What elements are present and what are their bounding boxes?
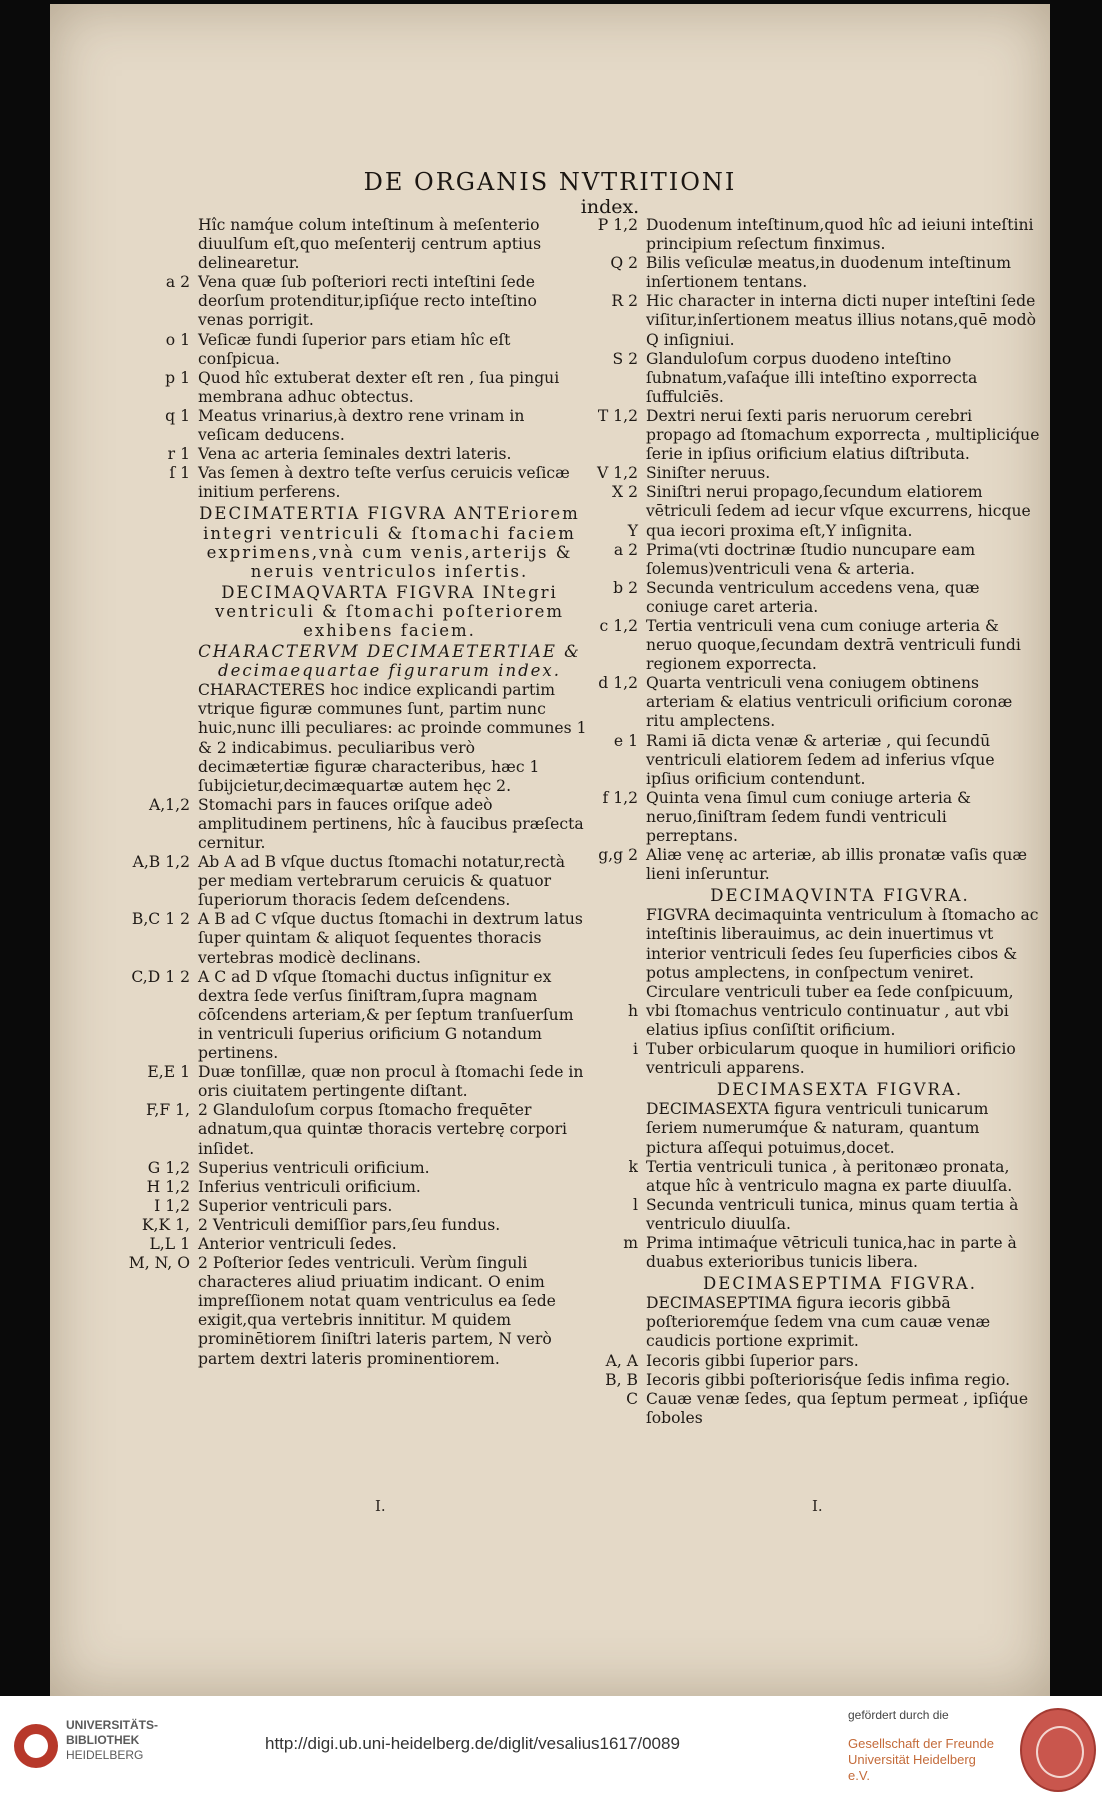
page-title: DE ORGANIS NVTRITIONI <box>363 168 737 196</box>
library-name-line1: UNIVERSITÄTS- <box>66 1718 159 1732</box>
sponsor-name-line1: Gesellschaft der Freunde <box>848 1736 994 1751</box>
section-heading: DECIMASEXTA FIGVRA. <box>716 1080 964 1100</box>
index-entry <box>165 368 587 407</box>
entry-text: Siniſtri nerui propago,ſecundum elatiorem vētriculi ſedem ad iecur vſque excurrens, hicque <box>646 483 1031 521</box>
entry-text: Superior ventriculi pars. <box>198 1196 393 1215</box>
entry-label: p 1 <box>165 368 190 387</box>
entry-label: H 1,2 <box>146 1177 190 1196</box>
entry-text: Quod hîc extuberat dexter eſt ren , ſua pingui membrana adhuc obtectus. <box>198 368 560 406</box>
index-entry <box>623 1233 1040 1272</box>
entry-text: Iecoris gibbi ſuperior pars. <box>646 1351 859 1370</box>
book-page <box>50 4 1050 1696</box>
index-entry <box>605 1370 1040 1390</box>
entry-text: Prima(vti doctrinæ ſtudio nuncupare eam ſolemus)ventriculi vena & arteria. <box>646 540 976 578</box>
section-heading: CHARACTERVM DECIMAETERTIAE & decimaequartae figurarum index. <box>198 642 581 681</box>
permalink-url[interactable]: http://digi.ub.uni-heidelberg.de/diglit/vesalius1617/0089 <box>265 1734 680 1753</box>
entry-label: a 2 <box>613 540 638 559</box>
entry-label: L,L 1 <box>149 1234 190 1253</box>
entry-text: Bilis veſiculæ meatus,in duodenum inteſtinum inſertionem tentans. <box>646 254 1011 292</box>
index-entry <box>597 216 1040 254</box>
index-entry <box>613 578 1040 617</box>
entry-text: A C ad D vſque ſtomachi ductus inſignitur ex dextra ſede verſus ſiniſtram,ſupra magnam cōſcendens arteriam,& per ſeptum tranſuerſum in ventriculi ſuperius orificium G notandum pertinens. <box>198 967 574 1063</box>
entry-text: Glanduloſum corpus duodeno inteſtino ſubnatum,vaſaq́ue illi inteſtino exporrecta ſuffulciēs. <box>646 349 978 406</box>
left-column <box>128 216 587 1369</box>
entry-text: 2 Glanduloſum corpus ſtomacho frequēter adnatum,qua quintæ thoracis vertebrę corpori inſidet. <box>198 1101 568 1158</box>
entry-text: Hîc namq́ue colum inteſtinum à meſenterio diuulſum eſt,quo meſenterij centrum aptius delinearetur. <box>198 216 542 273</box>
index-entry <box>148 795 587 853</box>
entry-label: A,B 1,2 <box>132 853 190 872</box>
entry-label: k <box>628 1157 638 1176</box>
entry-label: R 2 <box>611 292 638 311</box>
entry-text: CHARACTERES hoc indice explicandi partim vtrique figuræ communes ſunt, partim nunc huic,nunc illi peculiares: ac proinde communes 1 & 2 indicabimus. peculiaribus verò decimætertiæ figuræ characteribus, hæc 1 ſubijcietur,decimæquartæ autem hęc 2. <box>198 681 587 795</box>
index-entry <box>633 1195 1040 1234</box>
entry-text: FIGVRA decimaquinta ventriculum à ſtomacho ac inteſtinis liberauimus, ac dein inuertimus vt interior ventriculi ſedes ſeu ſuperficies cibos & potus amplectens, in conſpectum veniret. <box>646 906 1039 982</box>
entry-label: b 2 <box>613 578 638 597</box>
entry-text: Quinta vena ſimul cum coniuge arteria & neruo,ſiniſtram ſedem fundi ventriculi perreptans. <box>646 788 971 845</box>
university-seal-icon <box>1020 1708 1096 1792</box>
index-entry <box>611 292 1040 349</box>
section-heading: DECIMASEPTIMA FIGVRA. <box>703 1274 977 1294</box>
section-heading: DECIMATERTIA FIGVRA ANTEriorem integri ventriculi & ſtomachi faciem exprimens,vnà cum venis,arterijs & neruis ventriculos inſertis. <box>199 504 580 581</box>
index-entry <box>192 681 587 796</box>
entry-text: 2 Poſterior ſedes ventriculi. Verùm ſinguli characteres aliud priuatim indicant. O enim impreſſionem notat quam ventriculus ea ſede exigit,qua vertebris innititur. M quidem prominētiorem ſiniſtri lateris partem, N verò partem dextri lateris prominentiorem. <box>198 1254 556 1368</box>
index-entry <box>598 846 1040 884</box>
index-entry <box>154 1196 587 1216</box>
entry-label: F,F 1, <box>145 1101 190 1120</box>
entry-text: qua iecori proxima eſt,Y inſignita. <box>646 521 913 540</box>
entry-label: A,1,2 <box>148 795 190 814</box>
entry-text: 2 Ventriculi demiſſior pars,ſeu fundus. <box>198 1215 501 1234</box>
entry-label: K,K 1, <box>141 1215 190 1234</box>
right-column <box>596 216 1040 1428</box>
index-entry <box>599 616 1040 674</box>
entry-text: Siniſter neruus. <box>646 464 771 483</box>
index-entry <box>610 254 1040 292</box>
entry-label: q 1 <box>165 406 190 425</box>
entry-text: Veſicæ fundi ſuperior pars etiam hîc eſt conſpicua. <box>198 330 511 368</box>
index-entry <box>628 1157 1040 1196</box>
library-name-line2: BIBLIOTHEK <box>66 1733 140 1747</box>
index-entry <box>165 406 587 445</box>
entry-label: B, B <box>605 1370 638 1389</box>
entry-text: Tertia ventriculi vena cum coniuge arteria & neruo quoque,ſecundam dextrā ventriculi fundi regionem exporrecta. <box>646 616 1021 674</box>
entry-label: P 1,2 <box>597 216 638 234</box>
index-entry <box>167 445 587 464</box>
index-entry <box>602 788 1040 846</box>
index-entry <box>613 731 1040 789</box>
index-entry <box>146 1177 587 1197</box>
entry-text: Circulare ventriculi tuber ea ſede conſpicuum, <box>646 982 1014 1001</box>
entry-label: f 1,2 <box>602 788 638 807</box>
entry-label: X 2 <box>612 483 638 502</box>
index-entry <box>626 1389 1040 1428</box>
entry-text: Duæ tonſillæ, quæ non procul à ſtomachi ſede in oris ciuitatem pertingente diſtant. <box>198 1063 584 1101</box>
entry-label: e 1 <box>613 731 638 750</box>
entry-text: Inferius ventriculi orificium. <box>198 1177 421 1196</box>
library-logo-icon <box>14 1724 58 1768</box>
entry-label: i <box>633 1040 638 1059</box>
entry-text: Aliæ venę ac arteriæ, ab illis pronatæ vaſis quæ lieni inſeruntur. <box>646 846 1028 884</box>
page-heading <box>50 168 1050 218</box>
entry-text: vbi ſtomachus ventriculo continuatur , aut vbi elatius ipſius conſiſtit orificium. <box>646 1001 1009 1039</box>
entry-text: Tuber orbicularum quoque in humiliori orificio ventriculi apparens. <box>646 1040 1016 1078</box>
entry-text: Meatus vrinarius,à dextro rene vrinam in veſicam deducens. <box>198 406 525 445</box>
index-entry <box>613 540 1040 579</box>
entry-label: r 1 <box>167 445 190 464</box>
entry-label: G 1,2 <box>147 1158 190 1177</box>
entry-label: Y <box>627 521 638 540</box>
entry-text: A B ad C vſque ductus ſtomachi in dextrum latus ſuper quintam & aliquot ſequentes thoracis vertebras modicè declinans. <box>198 910 583 967</box>
entry-label: I 1,2 <box>154 1196 190 1215</box>
page-subtitle: index. <box>580 196 640 218</box>
index-entry <box>132 853 587 910</box>
entry-text: Superius ventriculi orificium. <box>198 1158 430 1177</box>
entry-text: Vena quæ ſub poſteriori recti inteſtini ſede deorſum protenditur,ipſiq́ue recto inteſtino venas porrigit. <box>198 273 537 330</box>
entry-text: Duodenum inteſtinum,quod hîc ad ieiuni inteſtini principium reſectum finximus. <box>646 216 1034 254</box>
index-entry <box>612 349 1040 407</box>
index-entry <box>145 1101 587 1158</box>
entry-label: l <box>633 1195 638 1214</box>
index-entry <box>131 910 587 967</box>
sponsor-name-line2: Universität Heidelberg e.V. <box>848 1752 976 1783</box>
index-entry <box>597 406 1040 464</box>
entry-label: a 2 <box>165 273 190 292</box>
entry-text: Anterior ventriculi ſedes. <box>198 1234 397 1253</box>
index-entry <box>598 674 1040 731</box>
index-entry <box>165 330 587 369</box>
index-entry <box>147 1158 587 1178</box>
sponsor-intro: gefördert durch die <box>848 1708 949 1722</box>
index-entry <box>627 1001 1040 1040</box>
page-mark-left: I. <box>375 1497 386 1515</box>
entry-text: Vena ac arteria ſeminales dextri lateris. <box>198 445 512 464</box>
entry-label: c 1,2 <box>599 616 638 635</box>
entry-label: T 1,2 <box>597 406 638 425</box>
entry-text: Hic character in interna dicti nuper inteſtini ſede viſitur,inſertionem meatus illius notans,quē modò Q inſigniui. <box>646 292 1036 349</box>
entry-label: Q 2 <box>610 254 638 273</box>
entry-label: C <box>626 1389 638 1408</box>
index-entry <box>165 273 587 330</box>
entry-label: B,C 1 2 <box>131 910 190 929</box>
index-entry <box>633 1040 1040 1078</box>
index-entry <box>640 1100 1040 1157</box>
entry-label: S 2 <box>612 349 638 368</box>
entry-label: ſ 1 <box>169 464 190 483</box>
index-entry <box>192 216 587 273</box>
entry-label: E,E 1 <box>147 1063 190 1082</box>
index-entry <box>640 983 1040 1002</box>
sponsor-block[interactable] <box>848 1708 1000 1784</box>
entry-label: o 1 <box>165 330 190 349</box>
entry-label: M, N, O <box>128 1254 190 1273</box>
entry-label: C,D 1 2 <box>131 967 190 986</box>
entry-text: Iecoris gibbi poſteriorisq́ue ſedis infima regio. <box>646 1370 1011 1389</box>
library-logo[interactable] <box>14 1718 159 1778</box>
page-mark-right: I. <box>812 1497 823 1515</box>
entry-text: Vas ſemen à dextro teſte verſus ceruicis veſicæ initium perferens. <box>198 464 570 502</box>
entry-text: Rami iā dicta venæ & arteriæ , qui ſecundū ventriculi elatiorem ſedem ad inferius vſque ipſius orificium contendunt. <box>646 731 995 788</box>
index-entry <box>596 464 1040 483</box>
entry-text: Quarta ventriculi vena coniugem obtinens arteriam & elatius ventriculi orificium coronæ ritu amplectens. <box>646 674 1013 731</box>
entry-text: Cauæ venæ ſedes, qua ſeptum permeat , ipſiq́ue ſoboles <box>646 1389 1029 1427</box>
entry-label: h <box>627 1001 638 1020</box>
entry-label: d 1,2 <box>598 674 638 693</box>
index-entry <box>627 521 1040 541</box>
entry-label: m <box>623 1233 638 1252</box>
entry-text: Secunda ventriculum accedens vena, quæ coniuge caret arteria. <box>646 578 980 616</box>
entry-text: Ab A ad B vſque ductus ſtomachi notatur,rectà per mediam vertebrarum ceruicis & quatuor ſuperiorum thoracis ſedem deſcendens. <box>198 853 566 910</box>
entry-text: Stomachi pars in fauces oriſque adeò amplitudinem pertinens, hîc à faucibus præſecta cernitur. <box>198 795 584 852</box>
entry-text: DECIMASEPTIMA figura iecoris gibbā poſterioremq́ue ſedem vna cum cauæ venæ caudicis portione exprimit. <box>646 1294 991 1351</box>
index-entry <box>612 483 1040 521</box>
index-entry <box>640 1294 1040 1351</box>
index-entry <box>149 1234 587 1254</box>
index-entry <box>131 967 587 1063</box>
library-name-line3: HEIDELBERG <box>66 1748 144 1762</box>
entry-label: g,g 2 <box>598 846 638 865</box>
index-entry <box>169 464 587 502</box>
index-entry <box>605 1351 1040 1371</box>
index-entry <box>128 1254 587 1369</box>
index-entry <box>141 1215 587 1235</box>
index-entry <box>640 906 1040 982</box>
viewer-footer <box>0 1696 1102 1799</box>
section-heading: DECIMAQVARTA FIGVRA INtegri ventriculi & ſtomachi poſteriorem exhibens faciem. <box>214 582 565 640</box>
entry-label: V 1,2 <box>596 464 638 483</box>
entry-text: Secunda ventriculi tunica, minus quam tertia à ventriculo diuulſa. <box>646 1195 1019 1233</box>
entry-text: Prima intimaq́ue vētriculi tunica,hac in parte à duabus exterioribus tunicis libera. <box>646 1233 1017 1272</box>
entry-label: A, A <box>605 1351 638 1370</box>
entry-text: Dextri nerui ſexti paris neruorum cerebri propago ad ſtomachum exporrecta , multipliciq́ue ſerie in ipſius orificium elatius diſtributa. <box>646 406 1040 464</box>
entry-text: Tertia ventriculi tunica , à peritonæo pronata, atque hîc à ventriculo magna ex parte diuulſa. <box>646 1157 1013 1195</box>
index-entry <box>147 1063 587 1101</box>
section-heading: DECIMAQVINTA FIGVRA. <box>710 886 970 906</box>
entry-text: DECIMASEXTA figura ventriculi tunicarum ſeriem numerumq́ue & naturam, quantum pictura aſſequi potuimus,docet. <box>646 1100 989 1157</box>
